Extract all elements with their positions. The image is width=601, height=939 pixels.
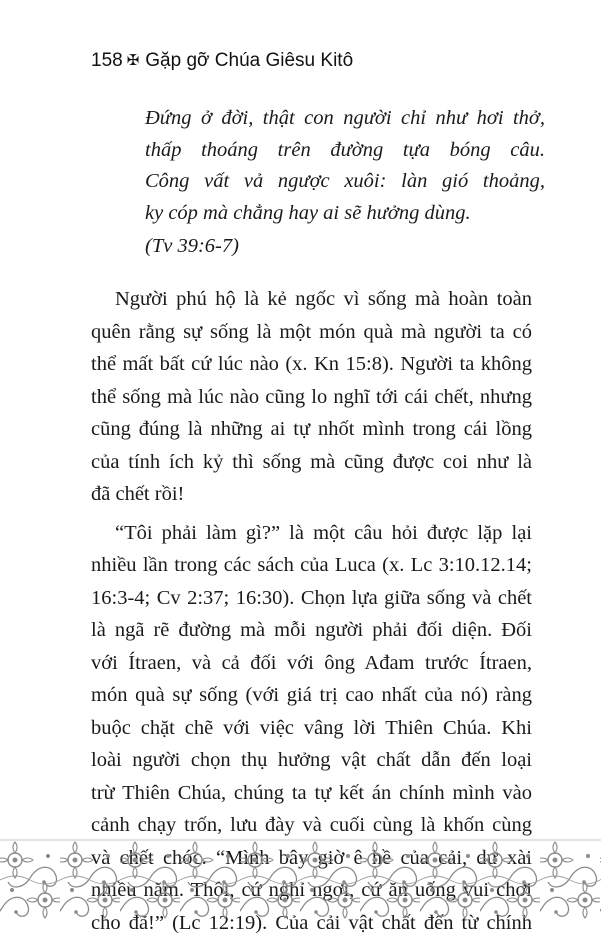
text-line: Người phú hộ là kẻ ngốc vì sống mà hoàn toàn bbox=[91, 283, 532, 316]
epigraph-line: ky cóp mà chẳng hay ai sẽ hưởng dùng. bbox=[145, 198, 545, 230]
text-line: đã chết rồi! bbox=[91, 478, 532, 511]
text-line: buộc chặt chẽ với việc vâng lời Thiên Chúa. Khi bbox=[91, 712, 532, 745]
epigraph-quote bbox=[145, 103, 545, 263]
text-line: với Ítraen, và cả đối với ông Ađam trước Ítraen, bbox=[91, 647, 532, 680]
running-header bbox=[91, 50, 353, 72]
floral-border-ornament bbox=[0, 838, 601, 923]
text-line: thể mất bất cứ lúc nào (x. Kn 15:8). Người ta không bbox=[91, 348, 532, 381]
text-line: 16:3-4; Cv 2:37; 16:30). Chọn lựa giữa sống và chết bbox=[91, 582, 532, 615]
text-line: quên rằng sự sống là một món quà mà người ta có bbox=[91, 316, 532, 349]
text-line: là ngã rẽ đường mà mỗi người phải đối diện. Đối bbox=[91, 614, 532, 647]
text-line: “Tôi phải làm gì?” là một câu hỏi được lặp lại bbox=[91, 517, 532, 550]
text-line: cũng đúng là những ai tự nhốt mình trong cái lồng bbox=[91, 413, 532, 446]
text-line: nhiều lần trong các sách của Luca (x. Lc 3:10.12.14; bbox=[91, 549, 532, 582]
cross-separator-icon: ✠ bbox=[127, 51, 140, 69]
text-line: trừ Thiên Chúa, chúng ta tự kết án chính mình vào bbox=[91, 777, 532, 810]
epigraph-reference: (Tv 39:6-7) bbox=[145, 231, 545, 263]
epigraph-line: thấp thoáng trên đường tựa bóng câu. bbox=[145, 135, 545, 167]
epigraph-line: Đứng ở đời, thật con người chỉ như hơi thở, bbox=[145, 103, 545, 135]
paragraph-1 bbox=[91, 283, 532, 511]
text-line: loài người chọn thụ hưởng vật chất dẫn đến loại bbox=[91, 744, 532, 777]
text-line: món quà sự sống (với giá trị cao nhất của nó) ràng bbox=[91, 679, 532, 712]
epigraph-line: Công vất vả ngược xuôi: làn gió thoảng, bbox=[145, 166, 545, 198]
page-number: 158 bbox=[91, 50, 123, 71]
text-line: cảnh chạy trốn, lưu đày và cuối cùng là khốn cùng bbox=[91, 809, 532, 842]
text-line: của tính ích kỷ thì sống mà cũng được coi như là bbox=[91, 446, 532, 479]
book-title: Gặp gỡ Chúa Giêsu Kitô bbox=[145, 50, 353, 71]
text-line: thể sống mà lúc nào cũng lo nghĩ tới cái chết, nhưng bbox=[91, 381, 532, 414]
